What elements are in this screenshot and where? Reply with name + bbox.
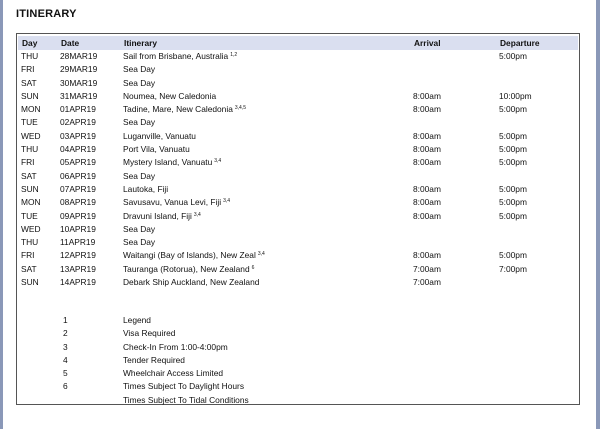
cell-day: SUN [21, 90, 39, 101]
cell-place: Waitangi (Bay of Islands), New Zeal [123, 250, 256, 261]
cell-departure: 5:00pm [499, 197, 527, 208]
cell-note-refs: 6 [251, 264, 255, 271]
cell-day: MON [21, 104, 41, 115]
table-header [18, 36, 578, 50]
cell-day: TUE [21, 117, 38, 128]
legend-number: 3 [63, 341, 68, 352]
cell-place: Luganville, Vanuatu [123, 130, 196, 141]
cell-place: Dravuni Island, Fiji [123, 210, 192, 221]
cell-place: Sea Day [123, 117, 156, 128]
cell-place: Sea Day [123, 64, 156, 75]
cell-place: Sail from Brisbane, Australia [123, 51, 229, 61]
cell-day: SAT [21, 77, 37, 88]
cell-date: 13APR19 [60, 263, 96, 274]
legend-number: 5 [63, 368, 68, 379]
cell-date: 11APR19 [60, 237, 96, 248]
cell-date: 06APR19 [60, 170, 96, 181]
cell-place: Sea Day [123, 237, 156, 248]
cell-itinerary [123, 249, 265, 262]
cell-day: THU [21, 144, 39, 155]
cell-itinerary [123, 116, 155, 129]
cell-departure: 7:00pm [499, 263, 527, 274]
window-frame-left [0, 0, 3, 429]
legend-item [17, 380, 579, 393]
cell-place: Savusavu, Vanua Levi, Fiji [123, 197, 222, 208]
cell-date: 02APR19 [60, 117, 96, 128]
table-row [17, 50, 579, 63]
cell-date: 03APR19 [60, 130, 96, 141]
cell-day: TUE [21, 210, 38, 221]
cell-departure: 5:00pm [499, 144, 527, 155]
cell-place: Lautoka, Fiji [123, 183, 169, 194]
cell-day: WED [21, 130, 41, 141]
cell-itinerary [123, 210, 201, 223]
cell-day: FRI [21, 157, 35, 168]
cell-arrival: 8:00am [413, 104, 441, 115]
cell-arrival: 8:00am [413, 250, 441, 261]
table-row [17, 77, 579, 90]
cell-place: Port Vila, Vanuatu [123, 144, 190, 155]
cell-place: Sea Day [123, 77, 156, 88]
table-row [17, 90, 579, 103]
cell-itinerary [123, 196, 230, 209]
header-arrival: Arrival [414, 38, 441, 48]
legend-item [17, 367, 579, 380]
table-row [17, 103, 579, 116]
table-row [17, 249, 579, 262]
cell-date: 28MAR19 [60, 51, 98, 61]
legend-list [17, 314, 579, 407]
legend-text: Tender Required [123, 354, 185, 365]
legend-number: 6 [63, 381, 68, 392]
legend-item [17, 394, 579, 407]
cell-note-refs: 3,4 [193, 211, 201, 218]
cell-place: Debark Ship Auckland, New Zealand [123, 277, 260, 288]
header-departure: Departure [500, 38, 540, 48]
legend-item [17, 354, 579, 367]
cell-itinerary [123, 63, 155, 76]
cell-place: Noumea, New Caledonia [123, 90, 217, 101]
cell-note-refs: 3,4,5 [234, 105, 246, 112]
table-row [17, 183, 579, 196]
cell-note-refs: 3,4 [257, 251, 265, 258]
cell-itinerary [123, 276, 259, 289]
cell-place: Sea Day [123, 223, 156, 234]
cell-day: FRI [21, 64, 35, 75]
cell-day: SAT [21, 170, 37, 181]
cell-departure: 5:00pm [499, 183, 527, 194]
cell-note-refs: 3,4 [223, 198, 231, 205]
cell-itinerary [123, 263, 254, 276]
window-frame-right [596, 0, 600, 429]
cell-arrival: 7:00am [413, 263, 441, 274]
legend-text: Legend [123, 315, 151, 325]
cell-note-refs: 3,4 [214, 158, 222, 165]
cell-arrival: 8:00am [413, 157, 441, 168]
cell-day: FRI [21, 250, 35, 261]
cell-date: 07APR19 [60, 183, 96, 194]
cell-date: 29MAR19 [60, 64, 98, 75]
cell-place: Tadine, Mare, New Caledonia [123, 104, 233, 115]
cell-arrival: 8:00am [413, 90, 441, 101]
legend-number: 2 [63, 328, 68, 339]
cell-day: SAT [21, 263, 37, 274]
cell-departure: 5:00pm [499, 51, 527, 61]
cell-date: 30MAR19 [60, 77, 98, 88]
table-row [17, 210, 579, 223]
cell-itinerary [123, 236, 155, 249]
header-day: Day [22, 38, 38, 48]
legend-item [17, 314, 579, 327]
cell-date: 04APR19 [60, 144, 96, 155]
table-row [17, 170, 579, 183]
cell-place: Sea Day [123, 170, 156, 181]
cell-place: Mystery Island, Vanuatu [123, 157, 213, 168]
table-row [17, 143, 579, 156]
cell-date: 05APR19 [60, 157, 96, 168]
header-itinerary: Itinerary [124, 38, 158, 48]
cell-itinerary [123, 183, 168, 196]
table-row [17, 116, 579, 129]
cell-date: 09APR19 [60, 210, 96, 221]
legend-text: Times Subject To Tidal Conditions [123, 394, 249, 405]
cell-itinerary [123, 90, 216, 103]
legend-item [17, 341, 579, 354]
table-row [17, 156, 579, 169]
cell-date: 08APR19 [60, 197, 96, 208]
table-row [17, 196, 579, 209]
cell-itinerary [123, 77, 155, 90]
cell-day: WED [21, 223, 41, 234]
cell-arrival: 7:00am [413, 277, 441, 288]
cell-date: 10APR19 [60, 223, 96, 234]
legend-text: Check-In From 1:00-4:00pm [123, 341, 228, 352]
cell-departure: 5:00pm [499, 157, 527, 168]
table-body [17, 50, 579, 289]
table-row [17, 276, 579, 289]
cell-itinerary [123, 156, 221, 169]
cell-date: 12APR19 [60, 250, 96, 261]
table-row [17, 236, 579, 249]
cell-itinerary [123, 130, 196, 143]
cell-day: MON [21, 197, 41, 208]
cell-day: SUN [21, 183, 39, 194]
cell-arrival: 8:00am [413, 183, 441, 194]
cell-day: SUN [21, 277, 39, 288]
cell-arrival: 8:00am [413, 197, 441, 208]
table-row [17, 63, 579, 76]
cell-date: 31MAR19 [60, 90, 98, 101]
header-date: Date [61, 38, 80, 48]
legend-text: Visa Required [123, 328, 176, 339]
cell-itinerary [123, 103, 246, 116]
cell-arrival: 8:00am [413, 210, 441, 221]
legend-text: Wheelchair Access Limited [123, 368, 224, 379]
cell-departure: 5:00pm [499, 210, 527, 221]
cell-date: 14APR19 [60, 277, 96, 288]
cell-itinerary [123, 223, 155, 236]
cell-arrival: 8:00am [413, 144, 441, 155]
cell-note-refs: 1,2 [230, 52, 238, 58]
legend-item [17, 327, 579, 340]
cell-itinerary [123, 143, 190, 156]
table-row [17, 130, 579, 143]
cell-departure: 10:00pm [499, 90, 532, 101]
cell-departure: 5:00pm [499, 104, 527, 115]
cell-itinerary [123, 50, 237, 63]
cell-day: THU [21, 237, 39, 248]
legend-number: 1 [63, 315, 68, 325]
cell-itinerary [123, 170, 155, 183]
table-row [17, 263, 579, 276]
cell-place: Tauranga (Rotorua), New Zealand [123, 263, 250, 274]
itinerary-table [16, 33, 580, 405]
page-title: ITINERARY [16, 8, 77, 20]
cell-departure: 5:00pm [499, 250, 527, 261]
legend-text: Times Subject To Daylight Hours [123, 381, 245, 392]
cell-day: THU [21, 51, 39, 61]
cell-arrival: 8:00am [413, 130, 441, 141]
cell-departure: 5:00pm [499, 130, 527, 141]
table-row [17, 223, 579, 236]
cell-date: 01APR19 [60, 104, 96, 115]
legend-number: 4 [63, 354, 68, 365]
